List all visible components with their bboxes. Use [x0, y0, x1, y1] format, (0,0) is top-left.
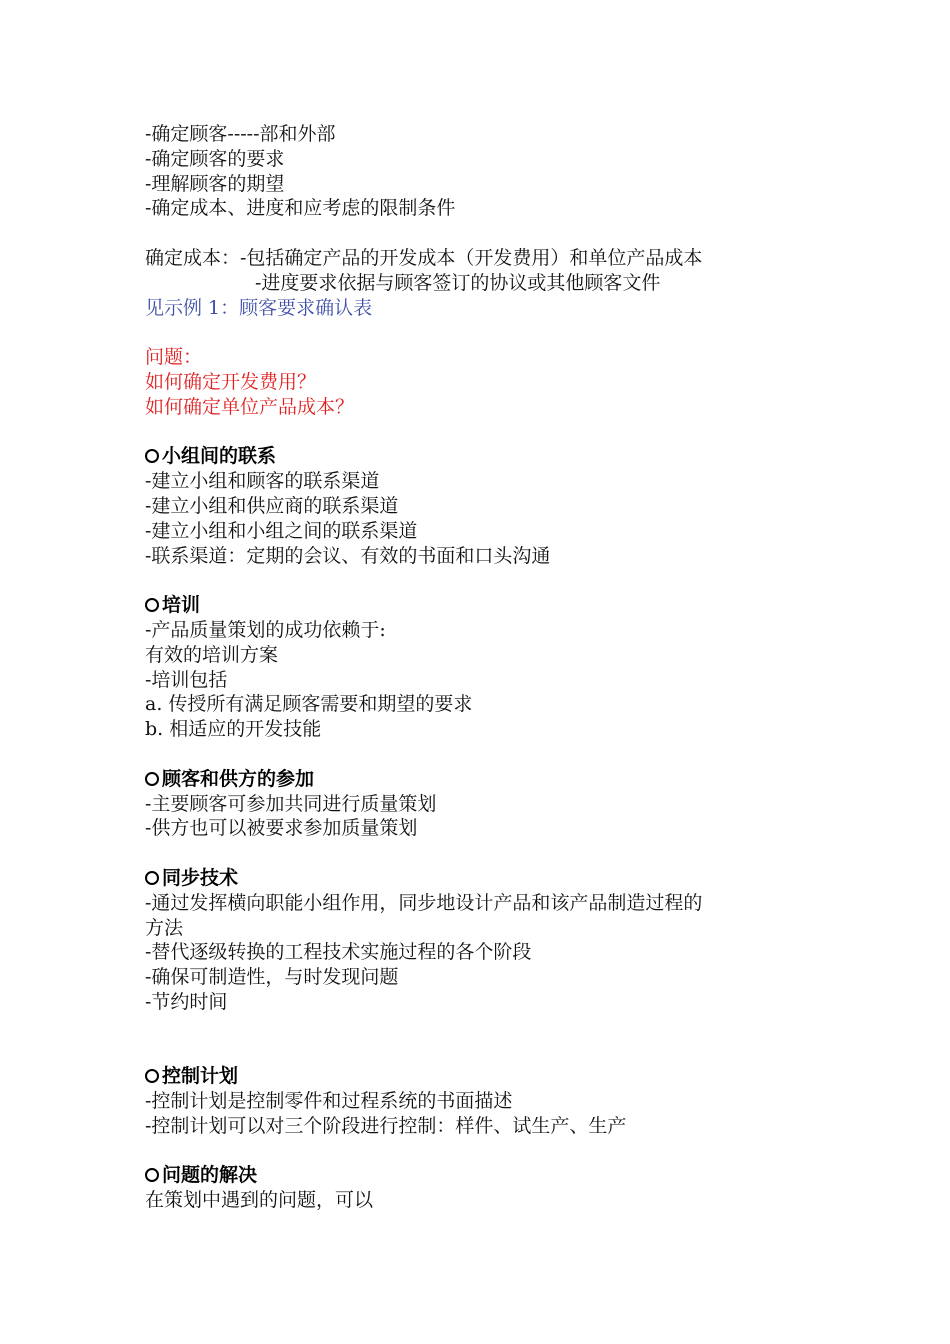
circle-bullet-icon [145, 1168, 159, 1182]
section-heading [145, 1064, 825, 1089]
section-line: -控制计划是控制零件和过程系统的书面描述 [145, 1090, 513, 1113]
section-solve [145, 1163, 825, 1213]
section-line: 方法 [145, 916, 184, 939]
intro-line: -理解顾客的期望 [145, 172, 285, 195]
intro-line: -确定成本、进度和应考虑的限制条件 [145, 197, 456, 220]
questions-title: 问题： [145, 346, 203, 369]
section-line: 有效的培训方案 [145, 643, 279, 666]
example-link[interactable]: 见示例 1：顾客要求确认表 [145, 296, 373, 319]
section-line: -替代逐级转换的工程技术实施过程的各个阶段 [145, 941, 532, 964]
section-heading-text: 同步技术 [162, 866, 239, 889]
schedule-line: -进度要求依据与顾客签订的协议或其他顾客文件 [255, 271, 661, 294]
section-line: -建立小组和顾客的联系渠道 [145, 470, 380, 493]
section-line: -产品质量策划的成功依赖于: [145, 618, 386, 641]
section-heading [145, 444, 825, 469]
circle-bullet-icon [145, 449, 159, 463]
section-sync [145, 866, 825, 1015]
section-line: -培训包括 [145, 668, 228, 691]
section-heading-text: 培训 [162, 594, 201, 617]
section-line: -供方也可以被要求参加质量策划 [145, 817, 418, 840]
section-heading-text: 控制计划 [162, 1065, 239, 1088]
questions-block [145, 345, 825, 419]
intro-line: -确定顾客-----部和外部 [145, 123, 336, 145]
intro-block [145, 122, 825, 320]
section-participation [145, 767, 825, 841]
section-line: -控制计划可以对三个阶段进行控制：样件、试生产、生产 [145, 1114, 627, 1137]
intro-line: -确定顾客的要求 [145, 147, 285, 170]
section-control [145, 1064, 825, 1138]
section-heading [145, 767, 825, 792]
question-item: 如何确定单位产品成本？ [145, 395, 355, 418]
section-line: a. 传授所有满足顾客需要和期望的要求 [145, 693, 473, 716]
section-heading [145, 1163, 825, 1188]
section-heading-text: 小组间的联系 [162, 445, 277, 468]
section-training [145, 593, 825, 742]
circle-bullet-icon [145, 598, 159, 612]
section-line: -节约时间 [145, 990, 228, 1013]
section-heading [145, 593, 825, 618]
question-item: 如何确定开发费用？ [145, 370, 317, 393]
section-line: -主要顾客可参加共同进行质量策划 [145, 792, 437, 815]
document-page [145, 122, 825, 1213]
section-contact [145, 444, 825, 568]
section-heading-text: 顾客和供方的参加 [162, 767, 315, 790]
section-line: -通过发挥横向职能小组作用，同步地设计产品和该产品制造过程的 [145, 891, 703, 914]
circle-bullet-icon [145, 772, 159, 786]
section-line: b. 相适应的开发技能 [145, 718, 322, 741]
section-line: -建立小组和供应商的联系渠道 [145, 494, 399, 517]
section-line: 在策划中遇到的问题，可以 [145, 1189, 374, 1212]
section-line: -确保可制造性，与时发现问题 [145, 966, 399, 989]
circle-bullet-icon [145, 871, 159, 885]
cost-line: 确定成本：-包括确定产品的开发成本（开发费用）和单位产品成本 [145, 246, 703, 269]
section-heading-text: 问题的解决 [162, 1164, 258, 1187]
section-line: -建立小组和小组之间的联系渠道 [145, 519, 418, 542]
circle-bullet-icon [145, 1069, 159, 1083]
section-heading [145, 866, 825, 891]
section-line: -联系渠道：定期的会议、有效的书面和口头沟通 [145, 544, 551, 567]
